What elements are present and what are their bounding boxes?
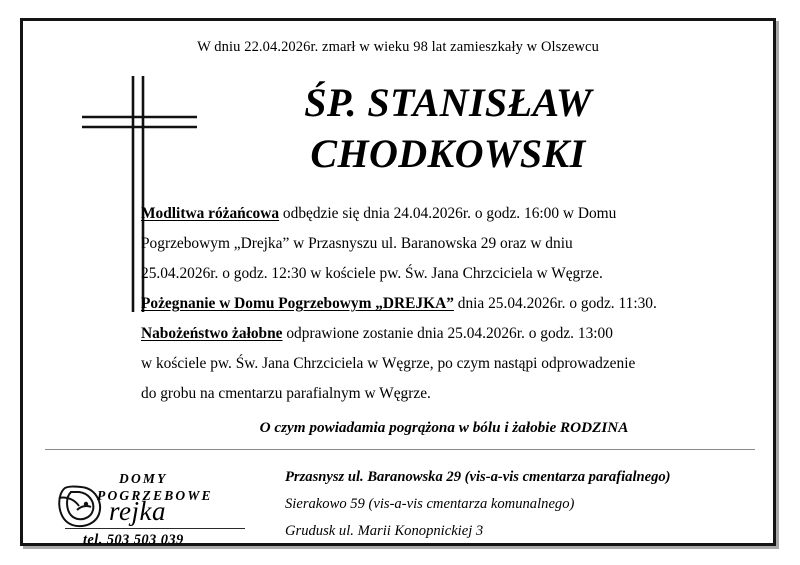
body-line-text: odprawione zostanie dnia 25.04.2026r. o godz. 13:00: [282, 325, 613, 342]
branch-address-list: [285, 464, 749, 545]
notice-body: [141, 199, 747, 409]
body-line: [141, 319, 747, 349]
body-line: [141, 259, 747, 289]
closing-family-line: O czym powiadamia pogrążona w bólu i żałobie RODZINA: [259, 419, 629, 436]
deceased-name-line-2: CHODKOWSKI: [310, 131, 586, 177]
body-line-text: Pogrzebowym „Drejka” w Przasnyszu ul. Baranowska 29 oraz w dniu: [141, 235, 573, 252]
body-line-lead: Pożegnanie w Domu Pogrzebowym „DREJKA”: [141, 295, 454, 312]
body-line: [141, 229, 747, 259]
body-line: [141, 289, 747, 319]
body-line-text: 25.04.2026r. o godz. 12:30 w kościele pw. Św. Jana Chrzciciela w Węgrze.: [141, 265, 603, 282]
branch-address: Grudusk ul. Marii Konopnickiej 3: [285, 523, 484, 539]
company-phone[interactable]: tel. 503 503 039: [83, 532, 184, 548]
logo-script-name: [109, 496, 166, 527]
body-line: [141, 349, 747, 379]
body-line-lead: Modlitwa różańcowa: [141, 205, 280, 222]
body-line-text: w kościele pw. Św. Jana Chrzciciela w Węgrze, po czym nastąpi odprowadzenie: [141, 355, 636, 372]
announcement-line: W dniu 22.04.2026r. zmarł w wieku 98 lat zamieszkały w Olszewcu: [197, 39, 599, 55]
ornate-d-icon: [55, 480, 117, 532]
branch-address: Sierakowo 59 (vis-a-vis cmentarza komunalnego): [285, 496, 575, 512]
footer-divider: [45, 449, 755, 450]
company-logo: [61, 462, 246, 548]
deceased-name-line-1: ŚP. STANISŁAW: [304, 80, 592, 125]
body-line-text: do grobu na cmentarzu parafialnym w Węgrze.: [141, 385, 431, 402]
logo-script-rest: rejka: [109, 496, 166, 526]
body-line-text: dnia 25.04.2026r. o godz. 11:30.: [453, 295, 657, 312]
logo-word-domy: DOMY: [119, 471, 168, 486]
funeral-notice-card: [20, 18, 776, 546]
body-line: [141, 199, 747, 229]
deceased-name: [143, 77, 753, 179]
footer: [23, 456, 773, 546]
body-line-text: odbędzie się dnia 24.04.2026r. o godz. 16:00 w Domu: [279, 205, 617, 222]
branch-address: Przasnysz ul. Baranowska 29 (vis-a-vis cmentarza parafialnego): [285, 469, 671, 485]
body-line-lead: Nabożeństwo żałobne: [141, 325, 283, 342]
logo-word-pogrzebowe: POGRZEBOWE: [97, 488, 213, 503]
logo-rule: [65, 528, 245, 529]
body-line: [141, 379, 747, 409]
